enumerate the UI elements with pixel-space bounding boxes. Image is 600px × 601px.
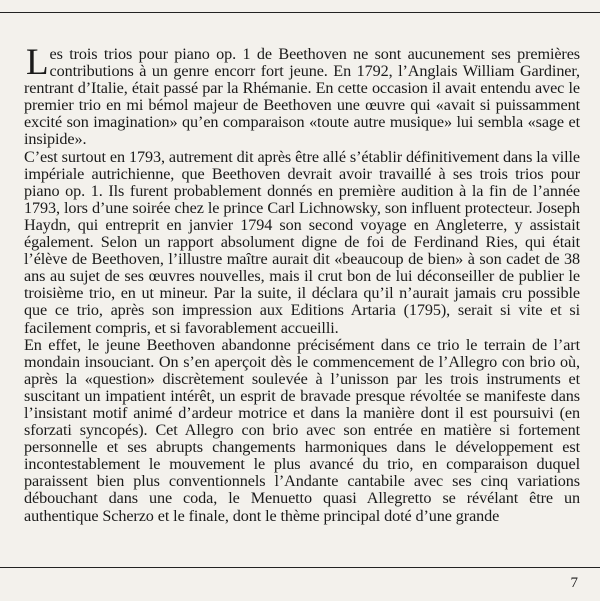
drop-cap: L (26, 42, 49, 83)
page-number: 7 (570, 575, 578, 591)
paragraph-1 (24, 42, 580, 149)
article-body (24, 42, 580, 525)
top-rule (0, 12, 600, 13)
bottom-rule (0, 567, 600, 568)
paragraph-3: En effet, le jeune Beethoven abandonne précisément dans ce trio le terrain de l’art mondain insouciant. On s’en aperçoit dès le commencement de l’Allegro con brio où, après la «question» discrètement soulevée à l’unisson par les trois instruments et suscitant un impatient intérêt, un esprit de bravade presque révoltée se manifeste dans l’insistant motif animé d’ardeur motrice et dans la manière dont il est poursuivi (en sforzati syncopés). Cet Allegro con brio avec son entrée en matière si fortement personnelle et ses abrupts changements harmoniques dans le développement est incontestablement le mouvement le plus avancé du trio, en comparaison duquel paraissent bien plus conventionnels l’Andante cantabile avec ses cinq variations débouchant dans une coda, le Menuetto quasi Allegretto se révélant être un authentique Scherzo et le finale, dont le thème principal doté d’une grande (24, 335, 580, 525)
paragraph-2: C’est surtout en 1793, autrement dit après être allé s’établir définitivement dans la ville impériale autrichienne, que Beethoven devrait avoir travaillé à ses trois trios pour piano op. 1. Ils furent probablement donnés en première audition à la fin de l’année 1793, lors d’une soirée chez le prince Carl Lichnowsky, son influent protecteur. Joseph Haydn, qui entreprit en janvier 1794 son second voyage en Angleterre, y assistait également. Selon un rapport absolument digne de foi de Ferdinand Ries, qui était l’élève de Beethoven, l’illustre maître aurait dit «beaucoup de bien» à son cadet de 38 ans au sujet de ses œuvres nouvelles, mais il crut bon de lui déconseiller de publier le troisième trio, en ut mineur. Par la suite, il déclara qu’il n’aurait jamais cru possible que ce trio, après son impression aux Editions Artaria (1795), serait si vite et si facilement compris, et si favorablement accueilli. (24, 147, 580, 337)
paragraph-1-text: es trois trios pour piano op. 1 de Beethoven ne sont aucunement ses premières contributions à un genre encorr fort jeune. En 1792, l’Anglais William Gardiner, rentrant d’Italie, était passé par la Rhémanie. En cette occasion il avait entendu avec le premier trio en mi bémol majeur de Beethoven une œuvre qui «avait si puissamment excité son imagination» qu’en comparaison «toute autre musique» lui sembla «sage et insipide». (24, 45, 580, 149)
